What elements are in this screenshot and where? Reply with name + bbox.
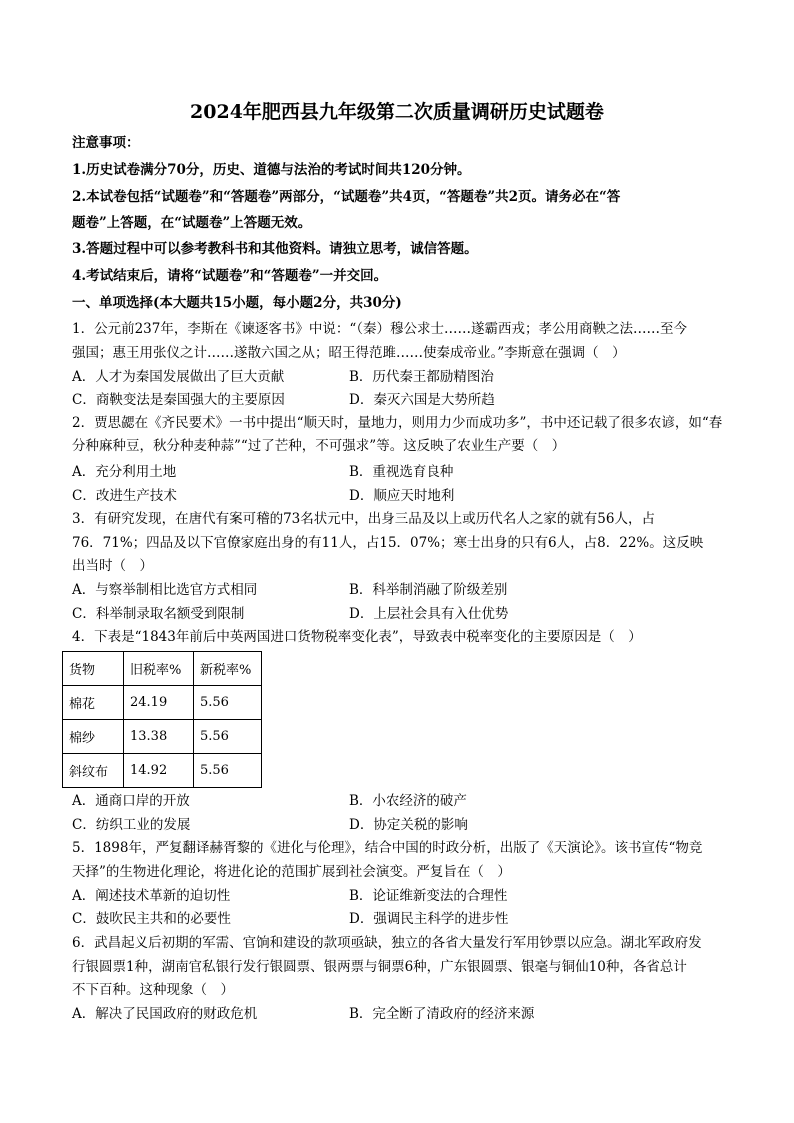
notice-heading: 注意事项： — [72, 135, 140, 151]
table-cell: 13.38 — [124, 720, 194, 754]
option-c: C．商鞅变法是秦国强大的主要原因 — [72, 392, 285, 408]
table-cell: 5.56 — [194, 754, 262, 788]
option-c: C．改进生产技术 — [72, 488, 177, 504]
table-cell: 斜纹布 — [63, 754, 124, 788]
table-header-row — [63, 652, 262, 686]
option-d: D．秦灭六国是大势所趋 — [349, 392, 495, 408]
option-c: C．科举制录取名额受到限制 — [72, 606, 245, 622]
notice-item: 1.历史试卷满分70分，历史、道德与法治的考试时间共120分钟。 — [72, 162, 471, 178]
question-stem: 出当时（ ） — [72, 558, 153, 574]
option-b: B．历代秦王都励精图治 — [349, 369, 494, 385]
option-a: A．充分利用土地 — [72, 464, 177, 480]
option-a: A．人才为秦国发展做出了巨大贡献 — [72, 369, 285, 385]
question-stem: 2．贾思勰在《齐民要术》一书中提出“顺天时，量地力，则用力少而成功多”，书中还记载了很多农谚，如“春 — [72, 415, 723, 431]
table-cell: 棉纱 — [63, 720, 124, 754]
option-c: C．鼓吹民主共和的必要性 — [72, 911, 231, 927]
option-b: B．论证维新变法的合理性 — [349, 888, 508, 904]
table-header-cell: 货物 — [63, 652, 124, 686]
option-a: A．阐述技术革新的迫切性 — [72, 888, 231, 904]
question-stem: 5．1898年，严复翻译赫胥黎的《进化与伦理》，结合中国的时政分析，出版了《天演论》。该书宣传“物竞 — [72, 840, 703, 856]
table-header-cell: 新税率% — [194, 652, 262, 686]
table-header-cell: 旧税率% — [124, 652, 194, 686]
table-row — [63, 720, 262, 754]
table-row — [63, 754, 262, 788]
option-d: D．协定关税的影响 — [349, 817, 468, 833]
option-d: D．顺应天时地利 — [349, 488, 455, 504]
option-b: B．重视选育良种 — [349, 464, 454, 480]
question-stem: 1．公元前237年，李斯在《谏逐客书》中说：“（秦）穆公求士……遂霸西戎；孝公用商鞅之法……至今 — [72, 321, 688, 337]
question-stem: 4．下表是“1843年前后中英两国进口货物税率变化表”，导致表中税率变化的主要原因是（ ） — [72, 629, 642, 645]
option-c: C．纺织工业的发展 — [72, 817, 191, 833]
table-cell: 14.92 — [124, 754, 194, 788]
table-cell: 棉花 — [63, 686, 124, 720]
option-a: A．与察举制相比选官方式相同 — [72, 582, 258, 598]
notice-item: 3.答题过程中可以参考教科书和其他资料。请独立思考，诚信答题。 — [72, 241, 478, 257]
option-d: D．上层社会具有入仕优势 — [349, 606, 509, 622]
tax-rate-table — [62, 651, 262, 788]
option-b: B．科举制消融了阶级差别 — [349, 582, 508, 598]
option-d: D．强调民主科学的进步性 — [349, 911, 509, 927]
option-a: A．通商口岸的开放 — [72, 793, 190, 809]
question-stem: 强国；惠王用张仪之计……遂散六国之从；昭王得范雎……使秦成帝业。”李斯意在强调（ ） — [72, 345, 626, 361]
option-a: A．解决了民国政府的财政危机 — [72, 1006, 258, 1022]
question-stem: 3．有研究发现，在唐代有案可稽的73名状元中，出身三品及以上或历代名人之家的就有56人，占 — [72, 511, 655, 527]
option-b: B．小农经济的破产 — [349, 793, 467, 809]
notice-item: 题卷”上答题，在“试题卷”上答题无效。 — [72, 215, 312, 231]
question-stem: 分种麻种豆，秋分种麦种蒜”“过了芒种，不可强求”等。这反映了农业生产要（ ） — [72, 438, 566, 454]
question-stem: 行银圆票1种，湖南官私银行发行银圆票、银两票与铜票6种，广东银圆票、银毫与铜仙10种，各省总计 — [72, 959, 687, 975]
question-stem: 天择”的生物进化理论，将进化论的范围扩展到社会演变。严复旨在（ ） — [72, 864, 511, 880]
page-title: 2024年肥西县九年级第二次质量调研历史试题卷 — [190, 101, 604, 123]
question-stem: 76．71%；四品及以下官僚家庭出身的有11人，占15．07%；寒士出身的只有6人，占8．22%。这反映 — [72, 535, 704, 551]
section-heading: 一、单项选择(本大题共15小题，每小题2分，共30分) — [72, 295, 402, 311]
notice-item: 4.考试结束后，请将“试题卷”和“答题卷”一并交回。 — [72, 268, 388, 284]
option-b: B．完全断了清政府的经济来源 — [349, 1006, 535, 1022]
table-cell: 24.19 — [124, 686, 194, 720]
notice-item: 2.本试卷包括“试题卷”和“答题卷”两部分，“试题卷”共4页，“答题卷”共2页。请务必在“答 — [72, 189, 621, 205]
table-cell: 5.56 — [194, 720, 262, 754]
question-stem: 不下百种。这种现象（ ） — [72, 982, 234, 998]
table-cell: 5.56 — [194, 686, 262, 720]
table-row — [63, 686, 262, 720]
question-stem: 6．武昌起义后初期的军需、官饷和建设的款项亟缺，独立的各省大量发行军用钞票以应急。湖北军政府发 — [72, 935, 702, 951]
